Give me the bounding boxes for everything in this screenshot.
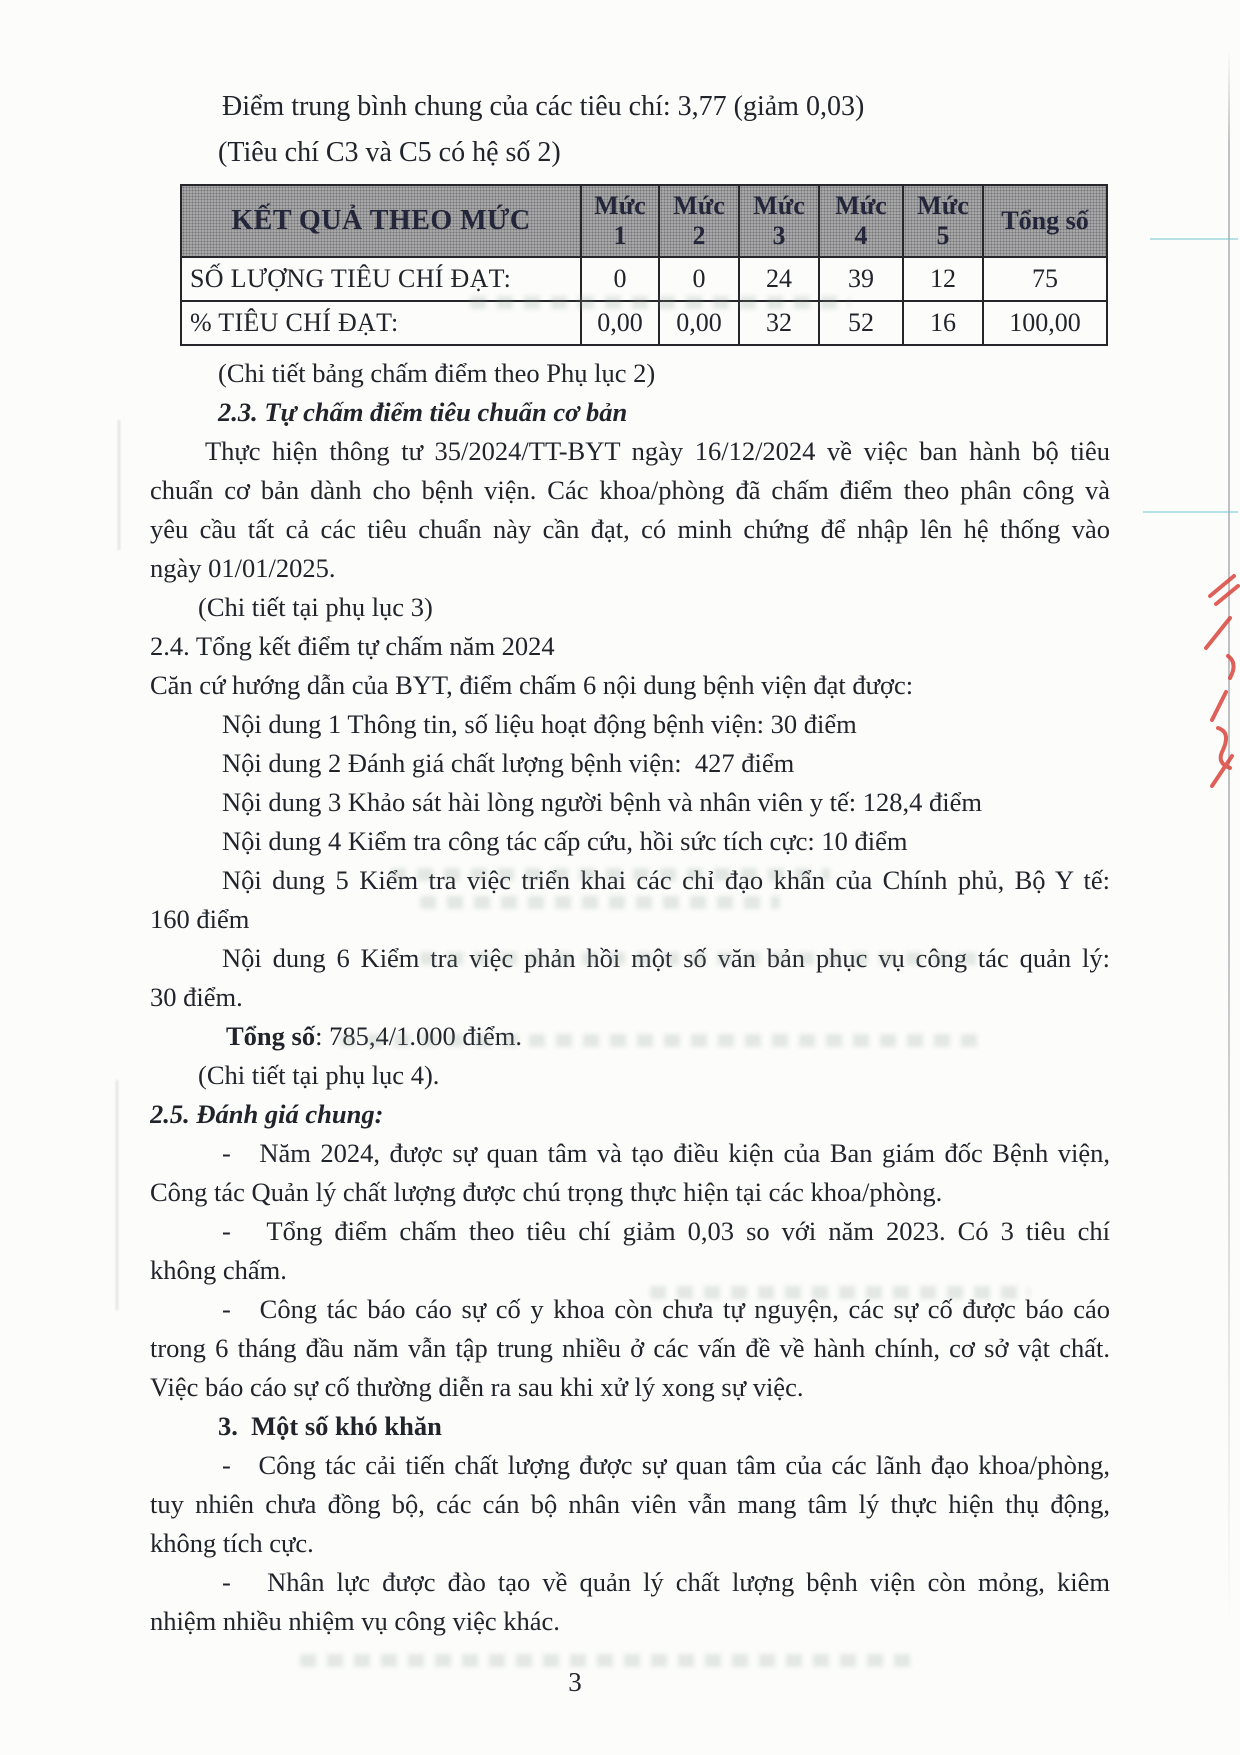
cell-value: 100,00: [983, 301, 1107, 345]
heading-2-3: 2.3. Tự chấm điểm tiêu chuẩn cơ bản: [218, 397, 628, 427]
note-appendix-2: (Chi tiết bảng chấm điểm theo Phụ lục 2): [218, 358, 656, 388]
total-score-value: : 785,4/1.000 điểm.: [315, 1021, 522, 1051]
muc-number: 1: [613, 221, 627, 250]
text-line: ngày 01/01/2025.: [150, 553, 336, 583]
list-item-noi-dung-1: Nội dung 1 Thông tin, số liệu hoạt động bệnh viện: 30 điểm: [222, 709, 857, 739]
heading-2-5: 2.5. Đánh giá chung:: [150, 1099, 384, 1129]
cell-value: 0,00: [659, 301, 739, 345]
page-number: 3: [568, 1667, 582, 1697]
cyan-artifact-line: [1150, 238, 1238, 240]
heading-3: 3. Một số khó khăn: [218, 1411, 442, 1441]
muc-number: 2: [692, 221, 706, 250]
table-corner-header: KẾT QUẢ THEO MỨC: [181, 185, 581, 257]
muc-word: Mức: [835, 191, 887, 220]
bullet-item: - Năm 2024, được sự quan tâm và tạo điều kiện của Ban giám đốc Bệnh viện,: [222, 1138, 1110, 1168]
cell-value: 32: [739, 301, 819, 345]
heading-2-4: 2.4. Tổng kết điểm tự chấm năm 2024: [150, 631, 555, 661]
table-row-count: [181, 257, 1107, 301]
cell-value: 0,00: [581, 301, 659, 345]
note-appendix-3: (Chi tiết tại phụ lục 3): [198, 592, 433, 622]
muc-word: Mức: [673, 191, 725, 220]
page-edge-scan-line: [1228, 50, 1230, 1630]
col-header-muc-5: [903, 185, 983, 257]
bleedthrough-smudge: [420, 896, 780, 909]
scan-streak: [116, 1080, 118, 1310]
list-item-noi-dung-3: Nội dung 3 Khảo sát hài lòng người bệnh và nhân viên y tế: 128,4 điểm: [222, 787, 982, 817]
text-line: Căn cứ hướng dẫn của BYT, điểm chấm 6 nội dung bệnh viện đạt được:: [150, 670, 914, 700]
text-line: nhiệm nhiều nhiệm vụ công việc khác.: [150, 1606, 560, 1636]
bleedthrough-smudge: [390, 868, 830, 881]
bullet-item: - Tổng điểm chấm theo tiêu chí giảm 0,03 so với năm 2023. Có 3 tiêu chí: [222, 1216, 1110, 1246]
col-header-total: Tổng số: [983, 185, 1107, 257]
row-label: % TIÊU CHÍ ĐẠT:: [181, 301, 581, 345]
scan-streak: [118, 420, 120, 550]
bullet-item: - Công tác cải tiến chất lượng được sự quan tâm của các lãnh đạo khoa/phòng,: [222, 1450, 1110, 1480]
bullet-item: - Công tác báo cáo sự cố y khoa còn chưa tự nguyện, các sự cố được báo cáo: [222, 1294, 1110, 1324]
row-label: SỐ LƯỢNG TIÊU CHÍ ĐẠT:: [181, 257, 581, 301]
cell-value: 16: [903, 301, 983, 345]
bleedthrough-smudge: [470, 296, 850, 309]
bleedthrough-smudge: [420, 952, 980, 965]
text-line: không chấm.: [150, 1255, 287, 1285]
muc-number: 5: [936, 221, 950, 250]
bullet-item: - Nhân lực được đào tạo về quản lý chất lượng bệnh viện còn mỏng, kiêm: [222, 1567, 1110, 1597]
muc-number: 3: [772, 221, 786, 250]
cell-value: 0: [659, 257, 739, 301]
red-pen-mark-lower: [1196, 688, 1240, 792]
cell-value: 12: [903, 257, 983, 301]
col-header-muc-4: [819, 185, 903, 257]
col-header-muc-3: [739, 185, 819, 257]
bleedthrough-smudge: [340, 1034, 980, 1047]
text-line: chuẩn cơ bản dành cho bệnh viện. Các khoa/phòng đã chấm điểm theo phân công và: [150, 475, 1110, 505]
text-line: Việc báo cáo sự cố thường diễn ra sau khi xử lý xong sự việc.: [150, 1372, 804, 1402]
col-header-muc-2: [659, 185, 739, 257]
cell-value: 75: [983, 257, 1107, 301]
intro-coefficient-note: (Tiêu chí C3 và C5 có hệ số 2): [218, 137, 561, 168]
intro-average-score-line: Điểm trung bình chung của các tiêu chí: 3,77 (giảm 0,03): [222, 91, 865, 122]
muc-word: Mức: [753, 191, 805, 220]
list-item-noi-dung-5: Nội dung 5 Kiểm tra việc triển khai các chỉ đạo khẩn của Chính phủ, Bộ Y tế:: [222, 865, 1110, 895]
bleedthrough-smudge: [650, 1286, 1030, 1299]
text-line: 160 điểm: [150, 904, 250, 934]
note-appendix-4: (Chi tiết tại phụ lục 4).: [198, 1060, 440, 1090]
red-pen-mark-upper: [1200, 572, 1240, 690]
list-item-noi-dung-6: Nội dung 6 Kiểm tra việc phản hồi một số văn bản phục vụ công tác quản lý:: [222, 943, 1110, 973]
muc-word: Mức: [594, 191, 646, 220]
bleedthrough-smudge: [300, 1654, 920, 1667]
text-line: không tích cực.: [150, 1528, 314, 1558]
text-line: Thực hiện thông tư 35/2024/TT-BYT ngày 16/12/2024 về việc ban hành bộ tiêu: [205, 436, 1110, 466]
text-line: trong 6 tháng đầu năm vẫn tập trung nhiều ở các vấn đề về hành chính, cơ sở vật chất.: [150, 1333, 1110, 1363]
cell-value: 52: [819, 301, 903, 345]
results-by-level-table: [180, 184, 1108, 346]
total-score-label: Tổng số: [226, 1021, 316, 1051]
cell-value: 0: [581, 257, 659, 301]
table-header-row: [181, 185, 1107, 257]
cell-value: 24: [739, 257, 819, 301]
text-line: Công tác Quản lý chất lượng được chú trọng thực hiện tại các khoa/phòng.: [150, 1177, 943, 1207]
muc-number: 4: [854, 221, 868, 250]
cell-value: 39: [819, 257, 903, 301]
list-item-noi-dung-4: Nội dung 4 Kiểm tra công tác cấp cứu, hồi sức tích cực: 10 điểm: [222, 826, 908, 856]
cyan-artifact-line: [1143, 511, 1238, 513]
text-line: 30 điểm.: [150, 982, 243, 1012]
text-line: yêu cầu tất cả các tiêu chuẩn này cần đạt, có minh chứng để nhập lên hệ thống vào: [150, 514, 1110, 544]
muc-word: Mức: [917, 191, 969, 220]
document-body: [150, 354, 1110, 1641]
list-item-noi-dung-2: Nội dung 2 Đánh giá chất lượng bệnh viện: 427 điểm: [222, 748, 795, 778]
document-content: [150, 84, 1110, 1698]
col-header-muc-1: [581, 185, 659, 257]
text-line: tuy nhiên chưa đồng bộ, các cán bộ nhân viên vẫn mang tâm lý thực hiện thụ động,: [150, 1489, 1110, 1519]
